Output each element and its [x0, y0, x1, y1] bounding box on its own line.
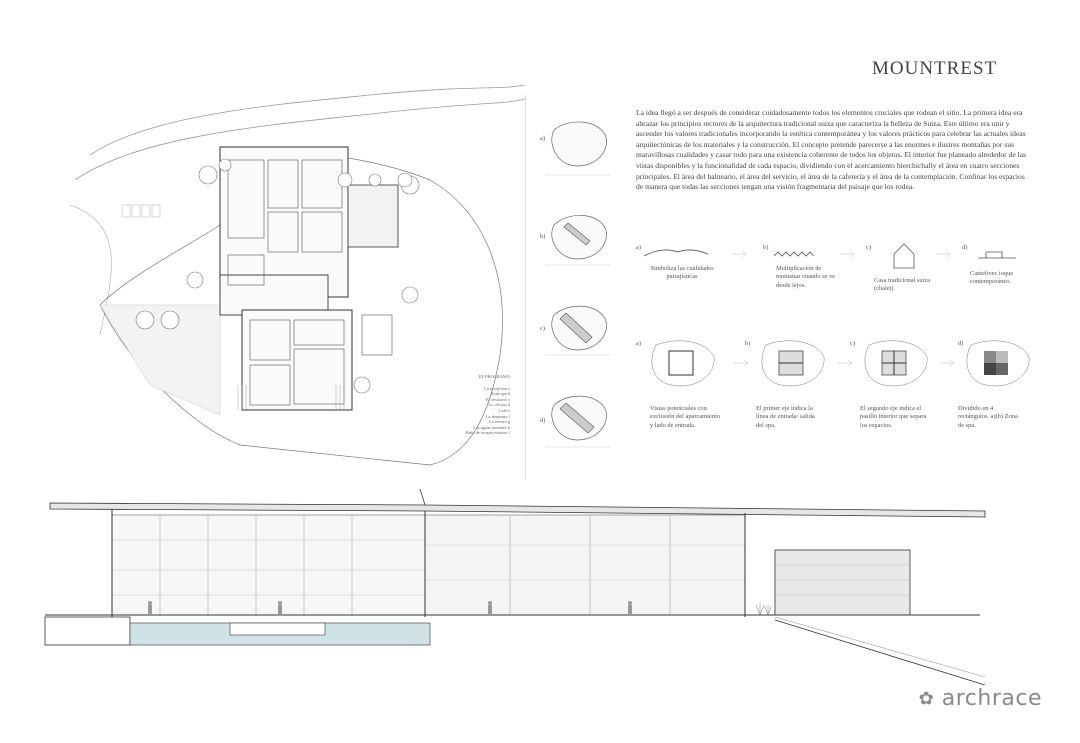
program-item: Las aguas termales h [473, 424, 510, 430]
program-item: La recepción a [484, 385, 510, 391]
concept1-letter: b) [763, 244, 769, 251]
intro-paragraph: La idea llegó a ser después de considerar cuidadosamente todos los elementos cruciales que rodean el sitio. La primera idea era abrazar los principios rectores de la arquitectura tradicional suiza que caracteriza la belleza de Suiza. Este último era unir y ascender los valores tradicionales incorporando la estética contemporánea y los valores prácticos para celebrar las actuales ideas arquitectónicas de los materiales y la construcción. El concepto pretende parecerse a las enormes e ilustres montañas por sus maravillosas cualidades y casar todo para una existencia coherente de todos los objetos. El interior fue planeado alrededor de las vistas disponibles y la funcionalidad de cada espacio, dividiendo con el acercamiento hierchichally el área en cuatro secciones principales. El área del balneario, el área del servicio, el área de la cafetería y el área de la contemplación. Confinar los espacios de manera que todas las secciones tengan una visión fragmentaria del paisaje que los rodea. [636, 108, 1027, 192]
program-item: El vestuario c [485, 396, 510, 402]
concept1-letter: c) [866, 244, 871, 251]
concept2-caption: El primer eje indica la línea de entrada/ salida del spa. [756, 405, 815, 429]
concept2-letter: b) [745, 340, 751, 347]
watermark-icon: ✿ [918, 688, 935, 710]
concept2-letter: d) [958, 340, 964, 347]
concept1-caption: Casa tradicional suiza (chalet) [874, 277, 931, 293]
massing-column [540, 115, 615, 475]
massing-letter: a) [540, 135, 545, 142]
concept1-caption: Simboliza las cualidades paisajísticas [650, 265, 714, 281]
program-item: Lo oficina d [488, 402, 510, 408]
concept1-letter: a) [636, 244, 641, 251]
program-item: Zona spa b [490, 391, 510, 397]
concept2-letter: a) [636, 340, 641, 347]
building-section [40, 485, 1000, 685]
watermark [919, 686, 1042, 711]
concept1-caption: Cantelivec toque contemporáneo. [970, 270, 1014, 286]
column-divider [525, 95, 526, 480]
program-item: Café e [498, 407, 510, 413]
concept2-caption: Dividido en 4 rectángulos. a)(b) Zona de spa. [958, 405, 1018, 429]
concept-row2-drawings [636, 335, 1036, 395]
concept1-caption: Multiplicación de montañas cuando se ve desde lejos. [776, 265, 836, 289]
concept2-letter: c) [850, 340, 855, 347]
program-heading: EL PROGRAMA [478, 374, 510, 379]
massing-drawings [540, 115, 615, 475]
program-list [438, 374, 510, 436]
concept1-letter: d) [962, 244, 968, 251]
concept2-caption: Vistas potenciales con exclusión del aparcamiento y lado de entrada. [650, 405, 720, 429]
massing-letter: b) [540, 233, 546, 240]
program-item: La despensa f [485, 413, 510, 419]
massing-letter: c) [540, 325, 545, 332]
program-item: Patio de terapia exterior i [465, 430, 510, 436]
watermark-text: archrace [941, 686, 1042, 711]
page-title: MOUNTREST [872, 58, 998, 79]
concept2-caption: El segundo eje indica el pasillo interior que separa los espacios. [860, 405, 927, 429]
massing-letter: d) [540, 417, 546, 424]
program-item: La terraza g [489, 419, 510, 425]
